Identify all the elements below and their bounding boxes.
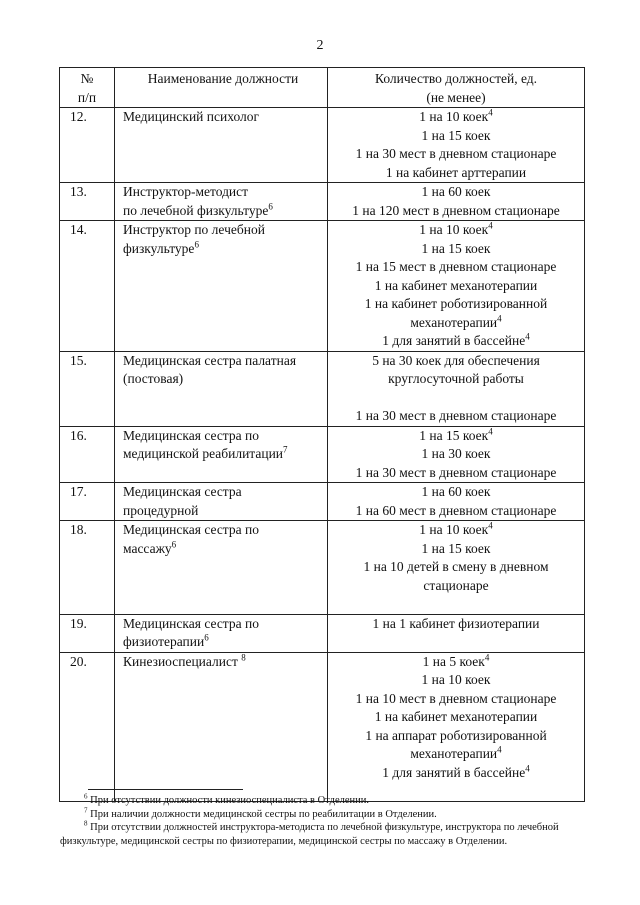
row-number: 15. [60, 351, 115, 426]
footnote [60, 794, 594, 808]
position-quantity-line [332, 577, 580, 596]
position-quantity-line [332, 671, 580, 690]
position-quantity-line [332, 202, 580, 221]
position-quantity-line [332, 427, 580, 446]
row-number: 13. [60, 183, 115, 221]
line-text: 1 на 10 детей в смену в дневном [363, 559, 549, 574]
line-text: 1 на 15 коек [421, 540, 491, 556]
position-quantity-line [332, 258, 580, 277]
footnote-reference: 6 [268, 201, 273, 211]
line-text: 1 на аппарат роботизированной [365, 727, 547, 743]
row-number: 14. [60, 221, 115, 352]
position-quantity [328, 108, 585, 183]
position-name-line [123, 370, 323, 389]
line-text: механотерапии [410, 314, 498, 330]
line-text: 1 на 120 мест в дневном стационаре [352, 202, 560, 218]
line-text: 1 на 60 коек [421, 184, 491, 199]
position-quantity-line [332, 502, 580, 521]
position-quantity-line [332, 764, 580, 783]
position-quantity-line [332, 221, 580, 240]
header-number [60, 68, 115, 108]
position-quantity-line [332, 332, 580, 351]
line-text: 1 на кабинет механотерапии [374, 709, 538, 724]
footnote-reference: 4 [488, 107, 493, 118]
line-text: физкультуре [123, 240, 195, 256]
position-name-line [123, 221, 323, 240]
line-text: Инструктор по лечебной [123, 222, 265, 237]
footnote [60, 808, 594, 822]
row-number: 16. [60, 426, 115, 483]
footnote [60, 821, 594, 848]
line-text: Медицинская сестра по [123, 615, 259, 631]
position-quantity-line [332, 295, 580, 314]
position-name [115, 183, 328, 221]
footnote-text: При наличии должности медицинской сестры по реабилитации в Отделении. [87, 808, 437, 820]
blank-line [332, 389, 580, 408]
row-number: 20. [60, 652, 115, 801]
table-row [60, 351, 585, 426]
position-name-line [123, 483, 323, 502]
line-text: 1 на 10 коек [421, 672, 491, 687]
position-name [115, 351, 328, 426]
footnote-reference: 6 [194, 239, 199, 249]
position-quantity-line [332, 708, 580, 727]
row-number: 17. [60, 483, 115, 521]
position-quantity-line [332, 690, 580, 709]
line-text: 1 на 10 мест в дневном стационаре [355, 690, 557, 706]
header-number-line: п/п [77, 89, 97, 105]
line-text: 1 на 30 коек [421, 446, 491, 461]
position-quantity-line [332, 314, 580, 333]
line-text: 1 на 1 кабинет физиотерапии [372, 615, 540, 631]
blank-line [332, 595, 580, 614]
footnote-reference: 4 [497, 313, 502, 323]
position-name-line [123, 445, 323, 464]
table-row [60, 221, 585, 352]
position-quantity-line [332, 745, 580, 764]
row-number: 12. [60, 108, 115, 183]
line-text: Медицинская сестра [123, 484, 242, 499]
line-text: 1 на 60 коек [421, 484, 491, 499]
position-name [115, 614, 328, 652]
position-quantity [328, 483, 585, 521]
position-quantity-line [332, 183, 580, 202]
table-row [60, 521, 585, 615]
table-row [60, 614, 585, 652]
position-quantity [328, 183, 585, 221]
footnote-reference: 4 [488, 426, 493, 436]
footnote-reference: 7 [283, 444, 288, 455]
line-text: 1 на 10 коек [419, 222, 489, 237]
line-text: (постовая) [123, 371, 184, 386]
blank-line [332, 633, 580, 652]
line-text: медицинской реабилитации [123, 446, 284, 461]
table-row [60, 426, 585, 483]
table-row [60, 483, 585, 521]
footnote-mark: 6 [84, 792, 88, 801]
position-quantity-line [332, 145, 580, 164]
position-name [115, 108, 328, 183]
line-text: 1 на 30 мест в дневном стационаре [355, 408, 557, 423]
position-quantity [328, 614, 585, 652]
line-text: 1 на 5 коек [422, 653, 485, 669]
position-quantity [328, 221, 585, 352]
position-quantity-line [332, 277, 580, 296]
position-name-line [123, 240, 323, 259]
position-name-line [123, 633, 323, 652]
position-quantity-line [332, 558, 580, 577]
footnote-reference: 4 [488, 520, 493, 531]
line-text: 1 на 10 коек [419, 522, 489, 537]
position-name [115, 221, 328, 352]
footnote-reference: 8 [241, 652, 246, 662]
footnotes [60, 794, 594, 848]
footnote-divider [88, 789, 243, 790]
position-name-line [123, 352, 323, 371]
footnote-reference: 4 [525, 763, 530, 773]
position-name [115, 426, 328, 483]
position-quantity-line [332, 407, 580, 426]
line-text: 1 на кабинет роботизированной [364, 296, 548, 311]
line-text: 1 на кабинет механотерапии [374, 277, 538, 293]
position-quantity-line [332, 108, 580, 127]
position-name [115, 483, 328, 521]
line-text: 1 на 10 коек [419, 109, 489, 124]
row-number: 18. [60, 521, 115, 615]
header-quantity [328, 68, 585, 108]
line-text: 1 на 15 коек [421, 127, 491, 143]
line-text: процедурной [123, 502, 199, 518]
position-name-line [123, 183, 323, 202]
line-text: 5 на 30 коек для обеспечения [372, 352, 540, 368]
staff-table [59, 67, 585, 802]
line-text: стационаре [423, 577, 489, 593]
position-quantity-line [332, 653, 580, 672]
line-text: 1 на 30 мест в дневном стационаре [355, 464, 557, 480]
position-name-line [123, 540, 323, 559]
line-text: механотерапии [410, 746, 498, 761]
header-quantity-line: Количество должностей, ед. [374, 71, 537, 86]
table-row [60, 108, 585, 183]
position-quantity-line [332, 445, 580, 464]
table-header-row [60, 68, 585, 108]
line-text: по лечебной физкультуре [123, 202, 269, 218]
position-name-line [123, 521, 323, 540]
position-quantity [328, 652, 585, 801]
footnote-reference: 4 [488, 220, 493, 231]
position-quantity-line [332, 464, 580, 483]
line-text: массажу [123, 540, 172, 556]
line-text: 1 на 15 коек [419, 427, 489, 443]
line-text: Медицинская сестра по [123, 427, 259, 443]
position-name-line [123, 502, 323, 521]
position-quantity [328, 351, 585, 426]
position-quantity-line [332, 483, 580, 502]
position-quantity-line [332, 352, 580, 371]
footnote-reference: 6 [171, 539, 177, 549]
footnote-reference: 6 [204, 632, 209, 643]
position-quantity [328, 426, 585, 483]
table-row [60, 652, 585, 801]
line-text: физиотерапии [123, 634, 205, 649]
footnote-mark: 8 [84, 819, 88, 828]
position-quantity-line [332, 164, 580, 183]
position-name [115, 521, 328, 615]
header-number-line: № [80, 71, 94, 86]
position-quantity-line [332, 240, 580, 259]
table-row [60, 183, 585, 221]
line-text: 1 на 15 коек [421, 240, 491, 256]
line-text: Медицинский психолог [123, 109, 260, 124]
footnote-reference: 4 [497, 744, 502, 755]
position-name-line [123, 202, 323, 221]
line-text: круглосуточной работы [388, 371, 524, 386]
position-quantity-line [332, 127, 580, 146]
footnote-mark: 7 [84, 806, 88, 814]
position-name [115, 652, 328, 801]
line-text: Инструктор-методист [123, 184, 249, 199]
position-quantity-line [332, 727, 580, 746]
position-name-line [123, 108, 323, 127]
line-text: 1 на 30 мест в дневном стационаре [355, 146, 557, 161]
page-number: 2 [316, 38, 324, 53]
position-quantity [328, 521, 585, 615]
position-quantity-line [332, 615, 580, 634]
footnote-reference: 4 [525, 331, 530, 342]
position-name-line [123, 427, 323, 446]
table-body [60, 108, 585, 802]
position-quantity-line [332, 521, 580, 540]
row-number: 19. [60, 614, 115, 652]
line-text: 1 для занятий в бассейне [382, 333, 526, 348]
header-position-line: Наименование должности [147, 71, 299, 86]
footnote-reference: 4 [484, 652, 490, 662]
footnote-text: При отсутствии должности кинезиоспециалиста в Отделении. [87, 795, 370, 806]
footnote-text: При отсутствии должностей инструктора-методиста по лечебной физкультуре, инструктора по лечебной физкультуре, медицинской сестры по физиотерапии, медицинской сестры по массажу в Отделении. [60, 822, 559, 847]
line-text: 1 на 60 мест в дневном стационаре [355, 502, 557, 518]
line-text: 1 для занятий в бассейне [382, 764, 526, 780]
line-text: Медицинская сестра палатная [123, 352, 297, 368]
line-text: Кинезиоспециалист [123, 653, 242, 669]
header-position-name [115, 68, 328, 108]
position-name-line [123, 615, 323, 634]
line-text: 1 на кабинет арттерапии [385, 164, 527, 180]
line-text: Медицинская сестра по [123, 522, 259, 537]
line-text: 1 на 15 мест в дневном стационаре [355, 259, 557, 274]
header-quantity-line: (не менее) [426, 89, 486, 105]
position-name-line [123, 653, 323, 672]
position-quantity-line [332, 370, 580, 389]
position-quantity-line [332, 540, 580, 559]
